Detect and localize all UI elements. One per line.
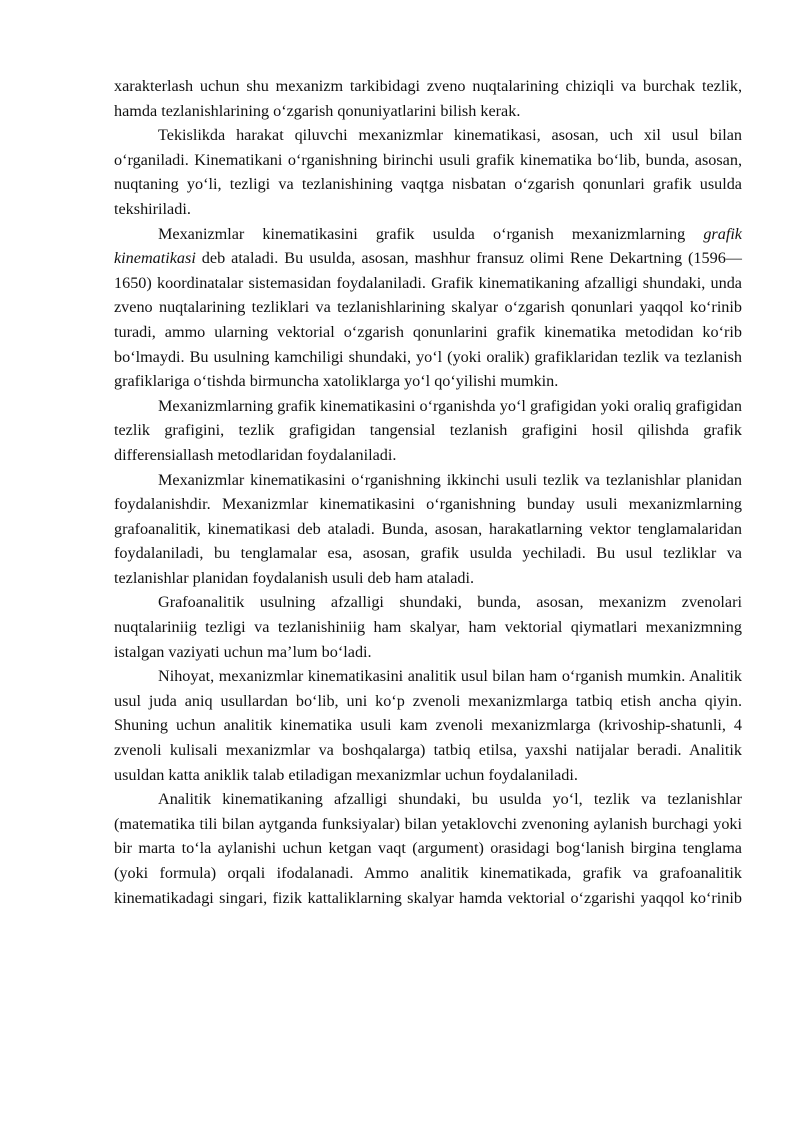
paragraph-text: Mexanizmlar kinematikasini grafik usulda o‘rganish mexanizmlarning: [158, 224, 704, 243]
paragraph-three-methods: Tekislikda harakat qiluvchi mexanizmlar kinematikasi, asosan, uch xil usul bilan o‘rganiladi. Kinematikani o‘rganishning birinchi usuli grafik kinematika bo‘lib, bunda, asosan, nuqtaning yo‘li, tezligi va tezlanishining vaqtga nisbatan o‘zgarish qonunlari grafik usulda tekshiriladi.: [114, 126, 742, 218]
paragraph-analytic-method: Nihoyat, mexanizmlar kinematikasini analitik usul bilan ham o‘rganish mumkin. Analitik usul juda aniq usullardan bo‘lib, uni ko‘p zvenoli mexanizmlarga tatbiq etish ancha qiyin. Shuning uchun analitik kinematika usuli kam zvenoli mexanizmlarga (krivoship-shatunli, 4 zvenoli kulisali mexanizmlar va boshqalarga) tatbiq etilsa, yaxshi natijalar beradi. Analitik usuldan katta aniklik talab etiladigan mexanizmlar uchun foydalaniladi.: [114, 667, 742, 784]
paragraph-graphic-kinematics: [114, 222, 742, 394]
paragraph-text: deb ataladi. Bu usulda, asosan, mashhur fransuz olimi Rene Dekartning (1596—1650) koordinatalar sistemasidan foydalaniladi. Grafik kinematikaning afzalligi shundaki, unda zveno nuqtalarining tezliklari va tezlanishlarining skalyar o‘zgarish qonunlari yaqqol ko‘rinib turadi, ammo ularning vektorial o‘zgarish qonunlarini grafik kinematika metodidan ko‘rib bo‘lmaydi. Bu usulning kamchiligi shundaki, yo‘l (yoki oralik) grafiklaridan tezlik va tezlanish grafiklariga o‘tishda birmuncha xatoliklarga yo‘l qo‘yilishi mumkin.: [114, 249, 742, 391]
paragraph-continuation: xarakterlash uchun shu mexanizm tarkibidagi zveno nuqtalarining chiziqli va burchak tezlik, hamda tezlanishlarining o‘zgarish qonuniyatlarini bilish kerak.: [114, 77, 742, 120]
paragraph-graphoanalytic-advantage: Grafoanalitik usulning afzalligi shundaki, bunda, asosan, mexanizm zvenolari nuqtalariniig tezligi va tezlanishiniig ham skalyar, ham vektorial qiymatlari mexanizmning istalgan vaziyati uchun ma’lum bo‘ladi.: [114, 593, 742, 661]
paragraph-graphic-differentiation: Mexanizmlarning grafik kinematikasini o‘rganishda yo‘l grafigidan yoki oraliq grafigidan tezlik grafigini, tezlik grafigidan tangensial tezlanish grafigini hosil qilishda grafik differensiallash metodlaridan foydalaniladi.: [114, 396, 742, 464]
paragraph-graphoanalytic: Mexanizmlar kinematikasini o‘rganishning ikkinchi usuli tezlik va tezlanishlar planidan foydalanishdir. Mexanizmlar kinematikasini o‘rganishning bunday usuli mexanizmlarning grafoanalitik, kinematikasi deb ataladi. Bunda, asosan, harakatlarning vektor tenglamalaridan foydalaniladi, bu tenglamalar esa, asosan, grafik usulda yechiladi. Bu usul tezliklar va tezlanishlar planidan foydalanish usuli deb ham ataladi.: [114, 470, 742, 587]
italic-term: grafik kinematikasi: [114, 224, 742, 268]
paragraph-analytic-advantage: Analitik kinematikaning afzalligi shundaki, bu usulda yo‘l, tezlik va tezlanishlar (matematika tili bilan aytganda funksiyalar) bilan yetaklovchi zvenoning aylanish burchagi yoki bir marta to‘la aylanishi uchun ketgan vaqt (argument) orasidagi bog‘lanish birgina tenglama (yoki formula) orqali ifodalanadi. Ammo analitik kinematikada, grafik va grafoanalitik kinematikadagi singari, fizik kattaliklarning skalyar hamda vektorial o‘zgarishi yaqqol ko‘rinib: [114, 790, 742, 907]
document-page: [114, 74, 742, 910]
